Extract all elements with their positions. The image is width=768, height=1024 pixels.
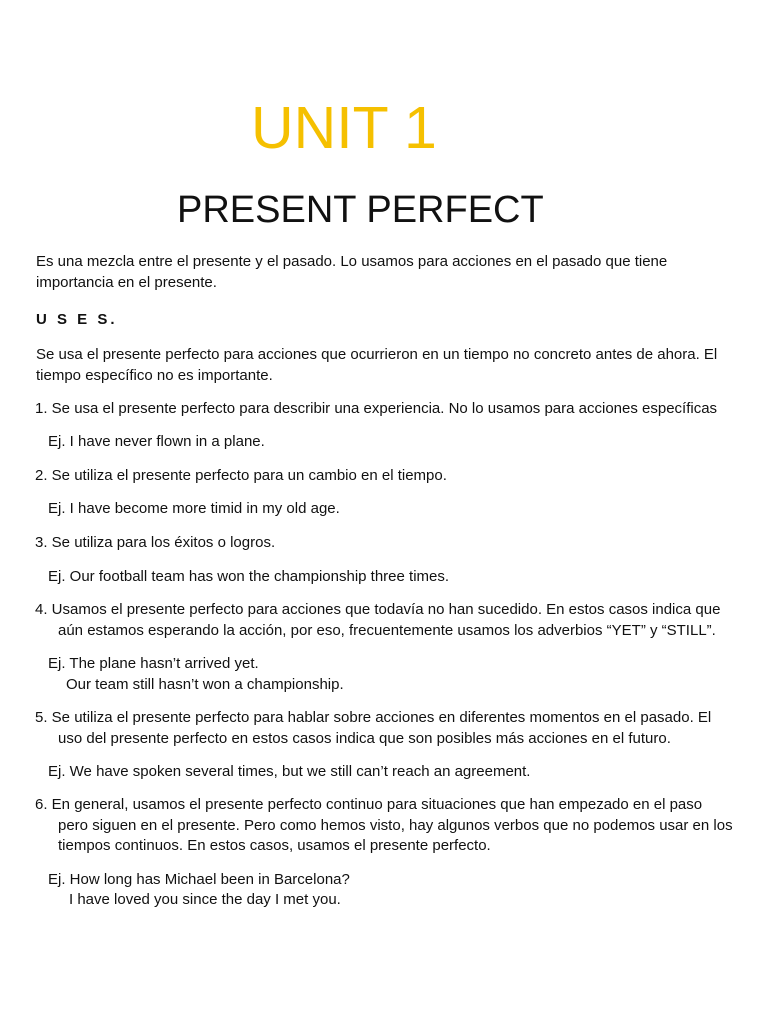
item-text-line: 6. En general, usamos el presente perfecto continuo para situaciones que han empezado en el paso xyxy=(35,796,703,813)
page-title: PRESENT PERFECT xyxy=(177,189,544,231)
item-text-line: 2. Se utiliza el presente perfecto para un cambio en el tiempo. xyxy=(35,467,447,484)
item-text-line: 1. Se usa el presente perfecto para describir una experiencia. No lo usamos para acciones específicas xyxy=(35,400,718,417)
uses-heading: U S E S. xyxy=(36,311,118,328)
item-text-line: uso del presente perfecto en estos casos indica que son posibles más acciones en el futuro. xyxy=(58,730,671,747)
item-text-line: aún estamos esperando la acción, por eso, frecuentemente usamos los adverbios “YET” y “STILL”. xyxy=(58,622,716,639)
item-text-line: tiempos continuos. En estos casos, usamos el presente perfecto. xyxy=(58,837,491,854)
intro-line: importancia en el presente. xyxy=(36,274,217,291)
uses-intro-line: Se usa el presente perfecto para acciones que ocurrieron en un tiempo no concreto antes de ahora. El xyxy=(36,346,718,363)
item-text-line: pero siguen en el presente. Pero como hemos visto, hay algunos verbos que no podemos usar en los xyxy=(58,817,733,834)
example-line: Ej. I have never flown in a plane. xyxy=(48,433,265,450)
uses-intro-line: tiempo específico no es importante. xyxy=(36,367,273,384)
example-line: I have loved you since the day I met you. xyxy=(69,891,341,908)
intro-line: Es una mezcla entre el presente y el pasado. Lo usamos para acciones en el pasado que tiene xyxy=(36,253,668,270)
unit-title: UNIT 1 xyxy=(251,95,437,161)
example-line: Ej. I have become more timid in my old age. xyxy=(48,500,340,517)
example-line: Our team still hasn’t won a championship. xyxy=(66,676,344,693)
example-line: Ej. The plane hasn’t arrived yet. xyxy=(48,655,259,672)
example-line: Ej. We have spoken several times, but we still can’t reach an agreement. xyxy=(48,763,531,780)
example-line: Ej. Our football team has won the championship three times. xyxy=(48,568,450,585)
item-text-line: 5. Se utiliza el presente perfecto para hablar sobre acciones en diferentes momentos en el pasado. El xyxy=(35,709,712,726)
item-text-line: 3. Se utiliza para los éxitos o logros. xyxy=(35,534,276,551)
example-line: Ej. How long has Michael been in Barcelona? xyxy=(48,871,350,888)
item-text-line: 4. Usamos el presente perfecto para acciones que todavía no han sucedido. En estos casos indica que xyxy=(35,601,721,618)
